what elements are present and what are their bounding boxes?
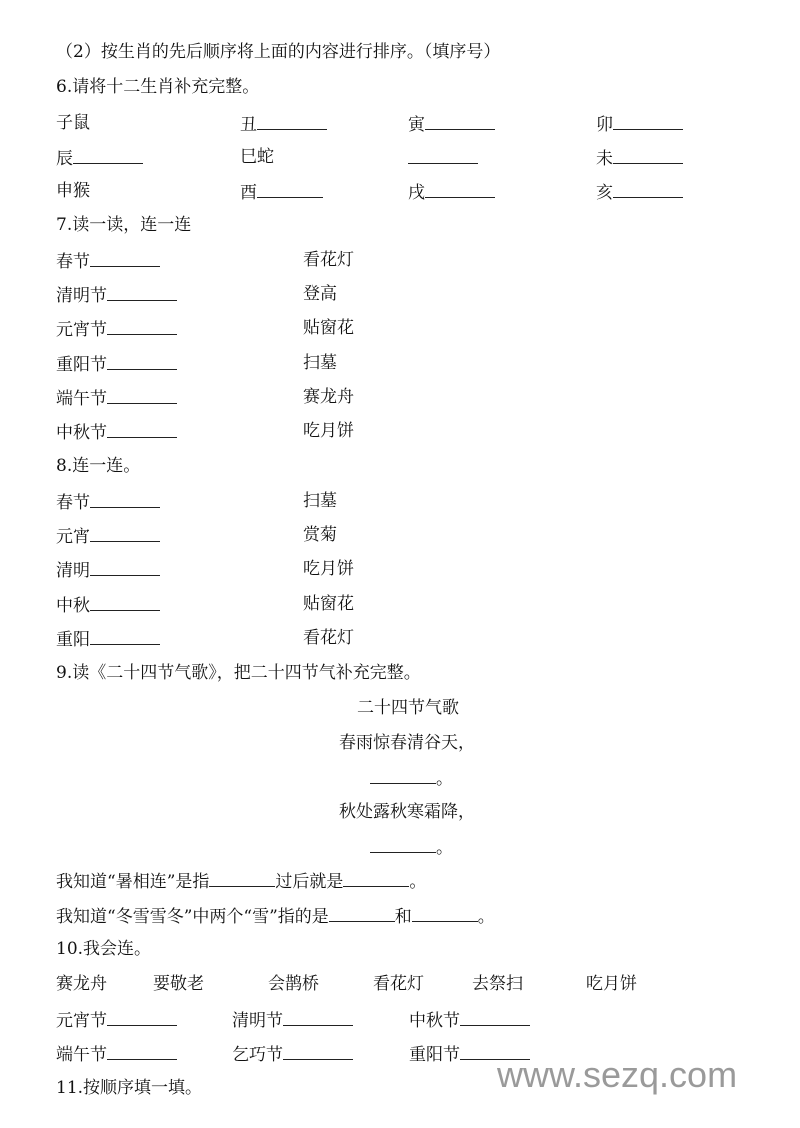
answer-blank[interactable] [329, 905, 395, 922]
zodiac-cell: 戌 [408, 181, 495, 203]
zodiac-cell: 申猴 [56, 181, 90, 201]
poem-line-blank: 。 [370, 767, 453, 789]
festival-item: 元宵节 [56, 1009, 177, 1031]
custom-item: 看花灯 [303, 250, 354, 270]
answer-blank[interactable] [425, 181, 495, 198]
festival-item: 春节 [56, 491, 160, 513]
answer-blank[interactable] [90, 594, 160, 611]
custom-item: 赛龙舟 [303, 387, 354, 407]
activity-item: 看花灯 [373, 974, 424, 994]
custom-item: 吃月饼 [303, 421, 354, 441]
festival-item: 重阳节 [409, 1043, 530, 1065]
custom-item: 赏菊 [303, 525, 337, 545]
custom-item: 扫墓 [303, 353, 337, 373]
festival-item: 中秋节 [56, 421, 177, 443]
answer-blank[interactable] [412, 905, 478, 922]
answer-blank[interactable] [283, 1043, 353, 1060]
activity-item: 赛龙舟 [56, 974, 107, 994]
answer-blank[interactable] [107, 1043, 177, 1060]
answer-blank[interactable] [107, 318, 177, 335]
answer-blank[interactable] [90, 628, 160, 645]
answer-blank[interactable] [257, 181, 323, 198]
q11-title: 11.按顺序填一填。 [56, 1078, 203, 1098]
festival-item: 元宵 [56, 525, 160, 547]
zodiac-cell: 酉 [240, 181, 323, 203]
zodiac-cell: 亥 [596, 181, 683, 203]
answer-blank[interactable] [209, 870, 275, 887]
answer-blank[interactable] [90, 250, 160, 267]
answer-blank[interactable] [613, 113, 683, 130]
answer-blank[interactable] [370, 767, 436, 784]
activity-item: 吃月饼 [586, 974, 637, 994]
poem-title: 二十四节气歌 [357, 698, 459, 718]
answer-blank[interactable] [90, 491, 160, 508]
poem-line-blank: 。 [370, 836, 453, 858]
festival-item: 元宵节 [56, 318, 177, 340]
answer-blank[interactable] [107, 1009, 177, 1026]
zodiac-cell: 子鼠 [56, 113, 90, 133]
festival-item: 重阳 [56, 628, 160, 650]
activity-item: 去祭扫 [472, 974, 523, 994]
custom-item: 贴窗花 [303, 318, 354, 338]
festival-item: 重阳节 [56, 353, 177, 375]
custom-item: 贴窗花 [303, 594, 354, 614]
answer-blank[interactable] [107, 284, 177, 301]
q9-title: 9.读《二十四节气歌》，把二十四节气补充完整。 [56, 663, 421, 683]
q9-sentence-2: 我知道“冬雪雪冬”中两个“雪”指的是 和 。 [56, 907, 495, 927]
zodiac-cell: 寅 [408, 113, 495, 135]
answer-blank[interactable] [90, 525, 160, 542]
answer-blank[interactable] [460, 1009, 530, 1026]
zodiac-cell: 卯 [596, 113, 683, 135]
activity-item: 要敬老 [153, 974, 204, 994]
festival-item: 清明节 [56, 284, 177, 306]
poem-line: 春雨惊春清谷天， [339, 733, 475, 753]
q9-sentence-1: 我知道“暑相连”是指 过后就是 。 [56, 872, 427, 892]
custom-item: 看花灯 [303, 628, 354, 648]
festival-item: 中秋 [56, 594, 160, 616]
festival-item: 端午节 [56, 1043, 177, 1065]
festival-item: 端午节 [56, 387, 177, 409]
festival-item: 乞巧节 [232, 1043, 353, 1065]
q10-title: 10.我会连。 [56, 939, 152, 959]
answer-blank[interactable] [408, 147, 478, 164]
poem-line: 秋处露秋寒霜降， [339, 802, 475, 822]
watermark: www.sezq.com [497, 1054, 738, 1095]
q6-title: 6.请将十二生肖补充完整。 [56, 77, 260, 97]
answer-blank[interactable] [283, 1009, 353, 1026]
custom-item: 扫墓 [303, 491, 337, 511]
answer-blank[interactable] [613, 181, 683, 198]
festival-item: 春节 [56, 250, 160, 272]
answer-blank[interactable] [73, 147, 143, 164]
zodiac-cell: 未 [596, 147, 683, 169]
zodiac-cell [408, 147, 478, 169]
festival-item: 中秋节 [409, 1009, 530, 1031]
answer-blank[interactable] [107, 421, 177, 438]
q8-title: 8.连一连。 [56, 456, 141, 476]
activity-item: 会鹊桥 [268, 974, 319, 994]
zodiac-cell: 辰 [56, 147, 143, 169]
custom-item: 吃月饼 [303, 559, 354, 579]
answer-blank[interactable] [90, 559, 160, 576]
zodiac-cell: 丑 [240, 113, 327, 135]
answer-blank[interactable] [107, 353, 177, 370]
answer-blank[interactable] [613, 147, 683, 164]
answer-blank[interactable] [370, 836, 436, 853]
zodiac-cell: 巳蛇 [240, 147, 274, 167]
answer-blank[interactable] [343, 870, 409, 887]
answer-blank[interactable] [425, 113, 495, 130]
festival-item: 清明 [56, 559, 160, 581]
custom-item: 登高 [303, 284, 337, 304]
answer-blank[interactable] [257, 113, 327, 130]
festival-item: 清明节 [232, 1009, 353, 1031]
answer-blank[interactable] [107, 387, 177, 404]
q5-part2-instruction: （2）按生肖的先后顺序将上面的内容进行排序。（填序号） [56, 42, 501, 62]
q7-title: 7.读一读，连一连 [56, 215, 192, 235]
